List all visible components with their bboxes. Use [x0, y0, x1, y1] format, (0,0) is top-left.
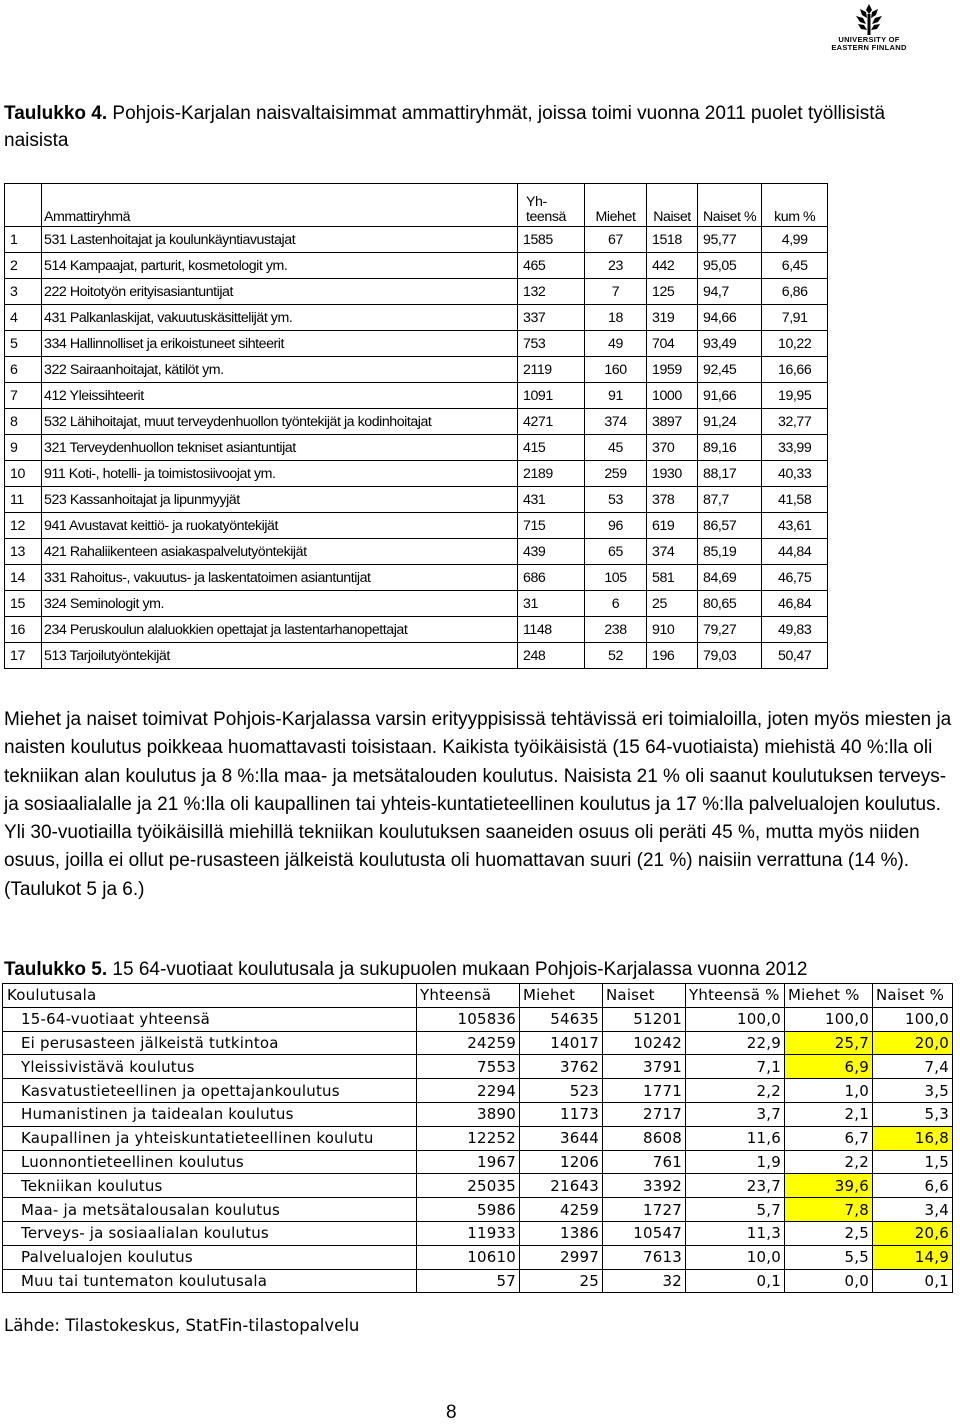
education-table: [2, 983, 953, 1293]
table5-cell: 3762: [520, 1055, 603, 1079]
table5-cell: Terveys- ja sosiaalialan koulutus: [3, 1221, 417, 1245]
table5-cell: 3791: [603, 1055, 686, 1079]
table4-cell: 324 Seminologit ym.: [42, 591, 518, 617]
table4-cell: 19,95: [762, 383, 828, 409]
table4-cell: 4,99: [762, 227, 828, 253]
table4-cell: 248: [518, 643, 585, 669]
occupation-table: [4, 183, 828, 669]
table-row: [3, 1245, 953, 1269]
table4-cell: 442: [647, 253, 698, 279]
table5-caption-label: Taulukko 5.: [4, 959, 108, 980]
table4-cell: 9: [5, 435, 42, 461]
table5-cell: 1,0: [785, 1079, 873, 1103]
table4-cell: 1930: [647, 461, 698, 487]
table5-cell: 1386: [520, 1221, 603, 1245]
table4-header-cell: Ammattiryhmä: [42, 184, 518, 227]
table5-cell: 100,0: [785, 1007, 873, 1031]
table4-cell: 32,77: [762, 409, 828, 435]
table5-cell: 1771: [603, 1079, 686, 1103]
table5-cell: Yleissivistävä koulutus: [3, 1055, 417, 1079]
table5-cell: Kasvatustieteellinen ja opettajankoulutus: [3, 1079, 417, 1103]
table5-cell: 7,1: [686, 1055, 785, 1079]
table5-cell: 2,2: [686, 1079, 785, 1103]
table4-cell: 46,75: [762, 565, 828, 591]
table5-cell: 5,5: [785, 1245, 873, 1269]
table-row: [5, 539, 828, 565]
table5-cell: 1,9: [686, 1150, 785, 1174]
table4-cell: 374: [647, 539, 698, 565]
table4-cell: 259: [585, 461, 647, 487]
table5-cell: 100,0: [873, 1007, 953, 1031]
table4-cell: 41,58: [762, 487, 828, 513]
table4-cell: 532 Lähihoitajat, muut terveydenhuollon työntekijät ja kodinhoitajat: [42, 409, 518, 435]
table-row: [5, 227, 828, 253]
table4-cell: 125: [647, 279, 698, 305]
table4-cell: 196: [647, 643, 698, 669]
table-row: [3, 1174, 953, 1198]
table4-header-cell: Naiset: [647, 184, 698, 227]
table4-cell: 52: [585, 643, 647, 669]
table5-cell: 23,7: [686, 1174, 785, 1198]
tree-emblem-icon: [852, 2, 886, 36]
table4-cell: 431 Palkanlaskijat, vakuutuskäsittelijät ym.: [42, 305, 518, 331]
table5-cell: 2,1: [785, 1102, 873, 1126]
table-row: [5, 591, 828, 617]
table4-cell: 531 Lastenhoitajat ja koulunkäyntiavustajat: [42, 227, 518, 253]
table5-cell: 2294: [417, 1079, 520, 1103]
table5-cell: 21643: [520, 1174, 603, 1198]
table5-cell: 2,5: [785, 1221, 873, 1245]
table5-cell: 11933: [417, 1221, 520, 1245]
table4-cell: 23: [585, 253, 647, 279]
table4-cell: 439: [518, 539, 585, 565]
table5-cell: 3,7: [686, 1102, 785, 1126]
table-row: [3, 1007, 953, 1031]
table4-cell: 80,65: [698, 591, 762, 617]
table5-cell: 10242: [603, 1031, 686, 1055]
table5-cell: 51201: [603, 1007, 686, 1031]
table4-cell: 94,66: [698, 305, 762, 331]
table4-cell: 89,16: [698, 435, 762, 461]
table5-cell: 6,6: [873, 1174, 953, 1198]
table4-cell: 1518: [647, 227, 698, 253]
table5-cell: 2,2: [785, 1150, 873, 1174]
table4-cell: 15: [5, 591, 42, 617]
table4-cell: 337: [518, 305, 585, 331]
table4-cell: 96: [585, 513, 647, 539]
table5-cell: 3,4: [873, 1198, 953, 1222]
table4-cell: 43,61: [762, 513, 828, 539]
table4-cell: 10: [5, 461, 42, 487]
table5-cell: 15-64-vuotiaat yhteensä: [3, 1007, 417, 1031]
table4-cell: 45: [585, 435, 647, 461]
table4-cell: 132: [518, 279, 585, 305]
table5-cell: Humanistinen ja taidealan koulutus: [3, 1102, 417, 1126]
table-row: [5, 513, 828, 539]
table-row: [3, 1150, 953, 1174]
table-row: [5, 383, 828, 409]
table4-cell: 88,17: [698, 461, 762, 487]
table5-cell: Kaupallinen ja yhteiskuntatieteellinen koulutu: [3, 1126, 417, 1150]
table5-cell: 25035: [417, 1174, 520, 1198]
table4-cell: 2119: [518, 357, 585, 383]
table5-cell: 10610: [417, 1245, 520, 1269]
table4-cell: 17: [5, 643, 42, 669]
table4-cell: 13: [5, 539, 42, 565]
table5-cell: 3,5: [873, 1079, 953, 1103]
table4-cell: 1091: [518, 383, 585, 409]
table4-cell: 40,33: [762, 461, 828, 487]
table-row: [5, 279, 828, 305]
table5-header-cell: Yhteensä: [417, 984, 520, 1008]
table4-cell: 1: [5, 227, 42, 253]
table5-cell: 16,8: [873, 1126, 953, 1150]
table5-header-cell: Koulutusala: [3, 984, 417, 1008]
table4-cell: 412 Yleissihteerit: [42, 383, 518, 409]
table5-cell: Palvelualojen koulutus: [3, 1245, 417, 1269]
table5-cell: 2717: [603, 1102, 686, 1126]
table4-cell: 91: [585, 383, 647, 409]
table5-cell: 25,7: [785, 1031, 873, 1055]
table5-header-cell: Yhteensä %: [686, 984, 785, 1008]
table4-cell: 79,03: [698, 643, 762, 669]
table5-cell: 761: [603, 1150, 686, 1174]
table4-header-cell: Yh- teensä: [518, 184, 585, 227]
table4-cell: 95,77: [698, 227, 762, 253]
table4-cell: 581: [647, 565, 698, 591]
table4-cell: 3: [5, 279, 42, 305]
table4-cell: 331 Rahoitus-, vakuutus- ja laskentatoimen asiantuntijat: [42, 565, 518, 591]
table5-cell: 11,6: [686, 1126, 785, 1150]
table4-cell: 2: [5, 253, 42, 279]
table-row: [5, 617, 828, 643]
body-paragraph: Miehet ja naiset toimivat Pohjois-Karjalassa varsin erityyppisissä tehtävissä eri toimialoilla, joten myös miesten ja naisten koulutus poikkeaa huomattavasti toisistaan. Kaikista työikäisistä (15 64-vuotiaista) miehistä 40 %:lla oli tekniikan alan koulutus ja 8 %:lla maa- ja metsätalouden koulutus. Naisista 21 % oli saanut koulutuksen terveys- ja sosiaalialalle ja 21 %:lla oli kaupallinen tai yhteis-kuntatieteellinen koulutus ja 17 %:lla palvelualojen koulutus. Yli 30-vuotiailla työikäisillä miehillä tekniikan koulutuksen saaneiden osuus oli peräti 45 %, mutta myös niiden osuus, joilla ei ollut pe-rusasteen jälkeistä koulutusta oli huomattavan suuri (21 %) naisiin verrattuna (14 %). (Taulukot 5 ja 6.): [4, 709, 952, 900]
table-row: [5, 357, 828, 383]
table4-cell: 11: [5, 487, 42, 513]
table-row: [3, 1079, 953, 1103]
table5-cell: 105836: [417, 1007, 520, 1031]
table4-cell: 12: [5, 513, 42, 539]
table4-cell: 378: [647, 487, 698, 513]
table5-cell: 6,9: [785, 1055, 873, 1079]
table4-cell: 6: [585, 591, 647, 617]
table5-cell: 5,3: [873, 1102, 953, 1126]
table4-cell: 53: [585, 487, 647, 513]
source-note: Lähde: Tilastokeskus, StatFin-tilastopalvelu: [4, 1316, 360, 1335]
table-row: [5, 253, 828, 279]
table4-cell: 160: [585, 357, 647, 383]
table4-cell: 319: [647, 305, 698, 331]
table4-cell: 514 Kampaajat, parturit, kosmetologit ym.: [42, 253, 518, 279]
table5-header-cell: Miehet: [520, 984, 603, 1008]
table5-cell: 5986: [417, 1198, 520, 1222]
table4-cell: 44,84: [762, 539, 828, 565]
table5-cell: 32: [603, 1269, 686, 1293]
page-number: 8: [446, 1402, 457, 1423]
table5-header-row: [3, 984, 953, 1008]
table4-cell: 421 Rahaliikenteen asiakaspalvelutyöntekijät: [42, 539, 518, 565]
table-row: [3, 1221, 953, 1245]
table4-cell: 686: [518, 565, 585, 591]
table4-cell: 16: [5, 617, 42, 643]
table4-cell: 1585: [518, 227, 585, 253]
table4-cell: 95,05: [698, 253, 762, 279]
table4-cell: 6: [5, 357, 42, 383]
table4-caption: [4, 100, 954, 154]
table5-cell: 3644: [520, 1126, 603, 1150]
table4-cell: 85,19: [698, 539, 762, 565]
table5-cell: 7553: [417, 1055, 520, 1079]
table5-cell: 1206: [520, 1150, 603, 1174]
table4-cell: 619: [647, 513, 698, 539]
table4-cell: 6,86: [762, 279, 828, 305]
table-row: [3, 1031, 953, 1055]
table5-cell: 1173: [520, 1102, 603, 1126]
table-row: [5, 305, 828, 331]
table4-cell: 5: [5, 331, 42, 357]
table-row: [5, 331, 828, 357]
table4-cell: 704: [647, 331, 698, 357]
table4-cell: 33,99: [762, 435, 828, 461]
table4-header-cell: [5, 184, 42, 227]
table5-cell: 7613: [603, 1245, 686, 1269]
table4-cell: 16,66: [762, 357, 828, 383]
table4-cell: 7,91: [762, 305, 828, 331]
table5-cell: 7,4: [873, 1055, 953, 1079]
table4-cell: 8: [5, 409, 42, 435]
table5-cell: 14017: [520, 1031, 603, 1055]
table5-cell: 6,7: [785, 1126, 873, 1150]
table5-cell: 20,0: [873, 1031, 953, 1055]
table4-cell: 3897: [647, 409, 698, 435]
table-row: [5, 565, 828, 591]
university-logo: [828, 2, 910, 60]
table4-cell: 67: [585, 227, 647, 253]
table4-cell: 941 Avustavat keittiö- ja ruokatyöntekijät: [42, 513, 518, 539]
table5-cell: 0,1: [686, 1269, 785, 1293]
table5-cell: 1,5: [873, 1150, 953, 1174]
table4-cell: 18: [585, 305, 647, 331]
table4-header-row: [5, 184, 828, 227]
table4-cell: 10,22: [762, 331, 828, 357]
table4-header-cell: kum %: [762, 184, 828, 227]
table5-header-cell: Naiset: [603, 984, 686, 1008]
table4-cell: 753: [518, 331, 585, 357]
table4-cell: 49: [585, 331, 647, 357]
table5-cell: 54635: [520, 1007, 603, 1031]
table4-caption-text: Pohjois-Karjalan naisvaltaisimmat ammattiryhmät, joissa toimi vuonna 2011 puolet työllisistä naisista: [4, 103, 886, 151]
table5-caption-text: 15 64-vuotiaat koulutusala ja sukupuolen mukaan Pohjois-Karjalassa vuonna 2012: [107, 959, 808, 980]
table5-header-cell: Miehet %: [785, 984, 873, 1008]
table5-cell: 39,6: [785, 1174, 873, 1198]
table5-cell: 3890: [417, 1102, 520, 1126]
table4-cell: 715: [518, 513, 585, 539]
table4-cell: 523 Kassanhoitajat ja lipunmyyjät: [42, 487, 518, 513]
table5-cell: 2997: [520, 1245, 603, 1269]
table5-cell: 11,3: [686, 1221, 785, 1245]
table4-cell: 50,47: [762, 643, 828, 669]
table5-cell: 7,8: [785, 1198, 873, 1222]
table5-cell: Tekniikan koulutus: [3, 1174, 417, 1198]
table4-cell: 513 Tarjoilutyöntekijät: [42, 643, 518, 669]
table4-cell: 6,45: [762, 253, 828, 279]
table5-cell: 25: [520, 1269, 603, 1293]
table4-cell: 222 Hoitotyön erityisasiantuntijat: [42, 279, 518, 305]
table4-cell: 322 Sairaanhoitajat, kätilöt ym.: [42, 357, 518, 383]
table5-caption: [4, 956, 954, 983]
table5-cell: 12252: [417, 1126, 520, 1150]
table4-cell: 87,7: [698, 487, 762, 513]
table4-cell: 92,45: [698, 357, 762, 383]
table5-cell: 8608: [603, 1126, 686, 1150]
table4-cell: 465: [518, 253, 585, 279]
table5-cell: 1727: [603, 1198, 686, 1222]
table4-cell: 7: [5, 383, 42, 409]
table5-cell: Ei perusasteen jälkeistä tutkintoa: [3, 1031, 417, 1055]
table4-cell: 2189: [518, 461, 585, 487]
table4-cell: 370: [647, 435, 698, 461]
table-row: [3, 1055, 953, 1079]
table-row: [3, 1126, 953, 1150]
table4-cell: 321 Terveydenhuollon tekniset asiantuntijat: [42, 435, 518, 461]
table5-cell: 523: [520, 1079, 603, 1103]
table4-cell: 46,84: [762, 591, 828, 617]
table4-cell: 65: [585, 539, 647, 565]
table5-cell: Muu tai tuntematon koulutusala: [3, 1269, 417, 1293]
table5-cell: 22,9: [686, 1031, 785, 1055]
table5-cell: Maa- ja metsätalousalan koulutus: [3, 1198, 417, 1222]
table-row: [3, 1198, 953, 1222]
table-row: [5, 409, 828, 435]
table4-cell: 334 Hallinnolliset ja erikoistuneet sihteerit: [42, 331, 518, 357]
table4-cell: 49,83: [762, 617, 828, 643]
table4-cell: 910: [647, 617, 698, 643]
table-row: [3, 1269, 953, 1293]
table4-cell: 1000: [647, 383, 698, 409]
table5-cell: 0,1: [873, 1269, 953, 1293]
table5-cell: 0,0: [785, 1269, 873, 1293]
table4-cell: 84,69: [698, 565, 762, 591]
table4-cell: 14: [5, 565, 42, 591]
table4-header-cell: Naiset %: [698, 184, 762, 227]
table-row: [5, 487, 828, 513]
table4-cell: 415: [518, 435, 585, 461]
table4-cell: 25: [647, 591, 698, 617]
table4-cell: 4271: [518, 409, 585, 435]
table4-cell: 91,66: [698, 383, 762, 409]
logo-line-2: EASTERN FINLAND: [831, 43, 907, 52]
table4-cell: 79,27: [698, 617, 762, 643]
table5-cell: 5,7: [686, 1198, 785, 1222]
table4-cell: 91,24: [698, 409, 762, 435]
table5-cell: 10,0: [686, 1245, 785, 1269]
table4-cell: 238: [585, 617, 647, 643]
table5-cell: 57: [417, 1269, 520, 1293]
logo-line-1: UNIVERSITY OF: [838, 35, 900, 44]
table4-cell: 1959: [647, 357, 698, 383]
table5-cell: 24259: [417, 1031, 520, 1055]
table-row: [5, 435, 828, 461]
table4-cell: 105: [585, 565, 647, 591]
table5-cell: 1967: [417, 1150, 520, 1174]
table5-cell: 20,6: [873, 1221, 953, 1245]
table4-cell: 374: [585, 409, 647, 435]
table4-cell: 431: [518, 487, 585, 513]
table4-cell: 4: [5, 305, 42, 331]
table4-cell: 94,7: [698, 279, 762, 305]
table4-cell: 93,49: [698, 331, 762, 357]
table4-cell: 234 Peruskoulun alaluokkien opettajat ja lastentarhanopettajat: [42, 617, 518, 643]
table4-cell: 1148: [518, 617, 585, 643]
table-row: [3, 1102, 953, 1126]
table4-cell: 911 Koti-, hotelli- ja toimistosiivoojat ym.: [42, 461, 518, 487]
table4-caption-label: Taulukko 4.: [4, 103, 108, 124]
table5-cell: 14,9: [873, 1245, 953, 1269]
table4-cell: 31: [518, 591, 585, 617]
table5-cell: Luonnontieteellinen koulutus: [3, 1150, 417, 1174]
table-row: [5, 461, 828, 487]
table5-cell: 100,0: [686, 1007, 785, 1031]
table4-header-cell: Miehet: [585, 184, 647, 227]
table5-cell: 4259: [520, 1198, 603, 1222]
table4-cell: 86,57: [698, 513, 762, 539]
table5-cell: 3392: [603, 1174, 686, 1198]
table4-cell: 7: [585, 279, 647, 305]
table-row: [5, 643, 828, 669]
table5-header-cell: Naiset %: [873, 984, 953, 1008]
table5-cell: 10547: [603, 1221, 686, 1245]
